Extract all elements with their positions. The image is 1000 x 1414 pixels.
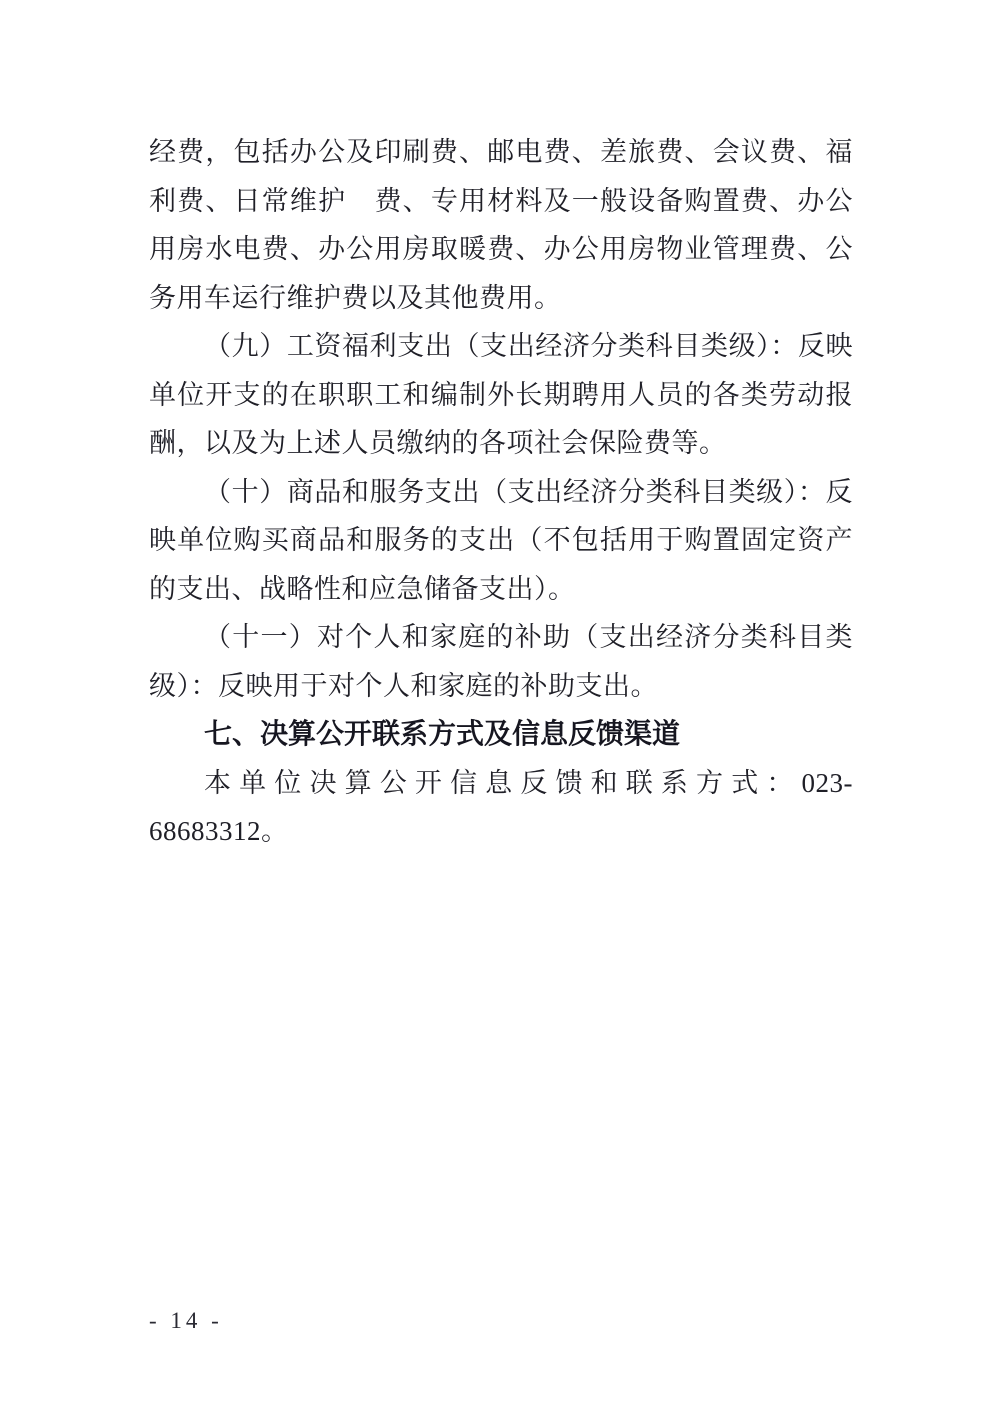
document-content: [149, 128, 853, 856]
page-footer: [149, 1308, 223, 1334]
section-heading-contact-channels: 七、决算公开联系方式及信息反馈渠道: [204, 718, 681, 749]
page-number: - 14 -: [149, 1308, 223, 1333]
paragraph-contact-info: 本单位决算公开信息反馈和联系方式：023-68683312。: [149, 767, 853, 846]
paragraph-item-10-goods-services: （十）商品和服务支出（支出经济分类科目类级）：反映单位购买商品和服务的支出（不包括用于购置固定资产的支出、战略性和应急储备支出）。: [149, 476, 853, 604]
paragraph-item-11-subsidies: （十一）对个人和家庭的补助（支出经济分类科目类级）：反映用于对个人和家庭的补助支出。: [149, 622, 853, 701]
paragraph-expense-continuation: 经费，包括办公及印刷费、邮电费、差旅费、会议费、福利费、日常维护 费、专用材料及一般设备购置费、办公用房水电费、办公用房取暖费、办公用房物业管理费、公务用车运行维护费以及其他费用。: [149, 137, 853, 313]
paragraph-item-9-wages-welfare: （九）工资福利支出（支出经济分类科目类级）：反映单位开支的在职职工和编制外长期聘用人员的各类劳动报酬，以及为上述人员缴纳的各项社会保险费等。: [149, 331, 853, 458]
